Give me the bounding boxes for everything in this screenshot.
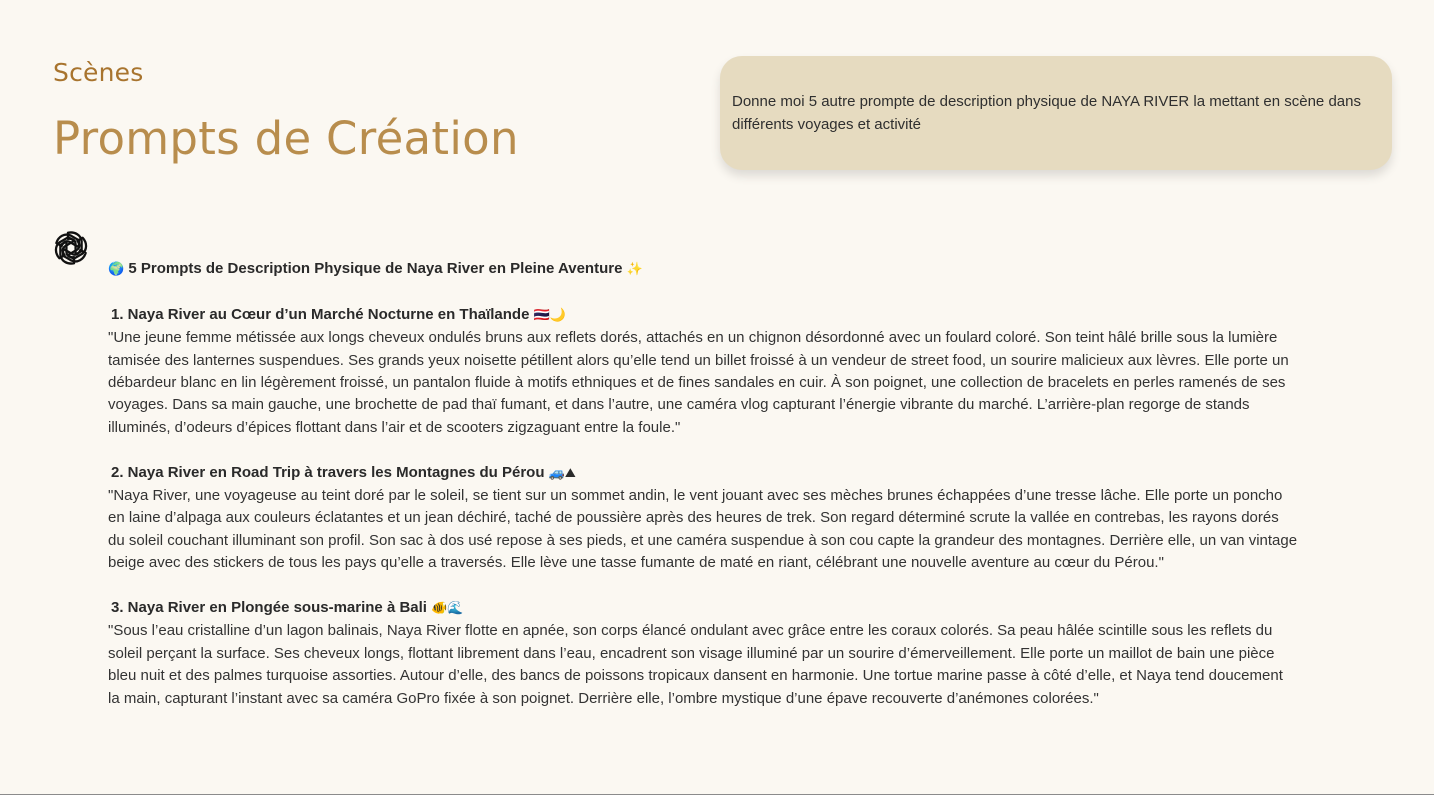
prompt-item-body: "Une jeune femme métissée aux longs cheveux ondulés bruns aux reflets dorés, attachés en un chignon désordonné avec un foulard coloré. Son teint hâlé brille sous la lumière tamisée des lanternes suspendues. Ses grands yeux noisette pétillent alors qu’elle tend un billet froissé à un vendeur de street food, un sourire malicieux aux lèvres. Elle porte un débardeur blanc en lin légèrement froissé, un pantalon fluide à motifs ethniques et de fines sandales en cuir. À son poignet, une collection de bracelets en perles ramenés de ses voyages. Dans sa main gauche, une brochette de pad thaï fumant, et dans l’autre, une caméra vlog capturant l’énergie vibrante du marché. L’arrière-plan regorge de stands illuminés, d’odeurs d’épices flottant dans l’air et de scooters zigzaguant entre la foule." <box>108 329 1289 436</box>
response-heading-text: 5 Prompts de Description Physique de Naya River en Pleine Aventure <box>128 260 623 277</box>
slide-kicker: Scènes <box>53 58 144 87</box>
thailand-flag-moon-emoji-icon: 🇹🇭🌙 <box>533 307 566 323</box>
prompt-item-body: "Naya River, une voyageuse au teint doré par le soleil, se tient sur un sommet andin, le vent jouant avec ses mèches brunes échappées d’une tresse lâche. Elle porte un poncho en laine d’alpaga aux couleurs éclatantes et un jean déchiré, taché de poussière après des heures de trek. Son regard déterminé scrute la vallée en contrebas, les rayons dorés du soleil couchant illuminant son profil. Son sac à dos usé repose à ses pieds, et une caméra suspendue à son cou capte la grandeur des montagnes. Derrière elle, un van vintage beige avec des stickers de tous les pays qu’elle a traversés. Elle lève une tasse fumante de maté en riant, célébrant une nouvelle aventure au cœur du Pérou." <box>108 487 1298 572</box>
prompt-item-title: 2. Naya River en Road Trip à travers les Montagnes du Pérou 🚙⛰ <box>111 463 576 481</box>
user-message-text: Donne moi 5 autre prompte de description physique de NAYA RIVER la mettant en scène dans différents voyages et activité <box>732 93 1361 133</box>
prompt-item-title: 3. Naya River en Plongée sous-marine à Bali 🐠🌊 <box>111 599 464 617</box>
user-message-bubble <box>720 56 1392 170</box>
prompt-item-body: "Sous l’eau cristalline d’un lagon balinais, Naya River flotte en apnée, son corps élancé ondulant avec grâce entre les coraux colorés. Sa peau hâlée scintille sous les reflets du soleil perçant la surface. Ses cheveux longs, flottant librement dans l’eau, encadrent son visage illuminé par un sourire d’émerveillement. Elle porte un maillot de bain une pièce bleu nuit et des palmes turquoise assorties. Autour d’elle, des bancs de poissons tropicaux dansent en harmonie. Une tortue marine passe à côté d’elle, et Naya tend doucement la main, capturant l’instant avec sa caméra GoPro fixée à son poignet. Derrière elle, l’ombre mystique d’une épave recouverte d’anémones colorées." <box>108 622 1283 707</box>
response-heading <box>108 258 1298 281</box>
assistant-response <box>108 258 1298 710</box>
page-title: Prompts de Création <box>53 112 519 165</box>
van-mountain-emoji-icon: 🚙⛰ <box>548 465 576 481</box>
globe-emoji-icon: 🌍 <box>108 262 125 277</box>
openai-logo-icon <box>52 229 90 267</box>
prompt-item-title: 1. Naya River au Cœur d’un Marché Nocturne en Thaïlande 🇹🇭🌙 <box>111 305 566 323</box>
sparkles-emoji-icon: ✨ <box>626 262 643 277</box>
fish-wave-emoji-icon: 🐠🌊 <box>431 601 464 617</box>
